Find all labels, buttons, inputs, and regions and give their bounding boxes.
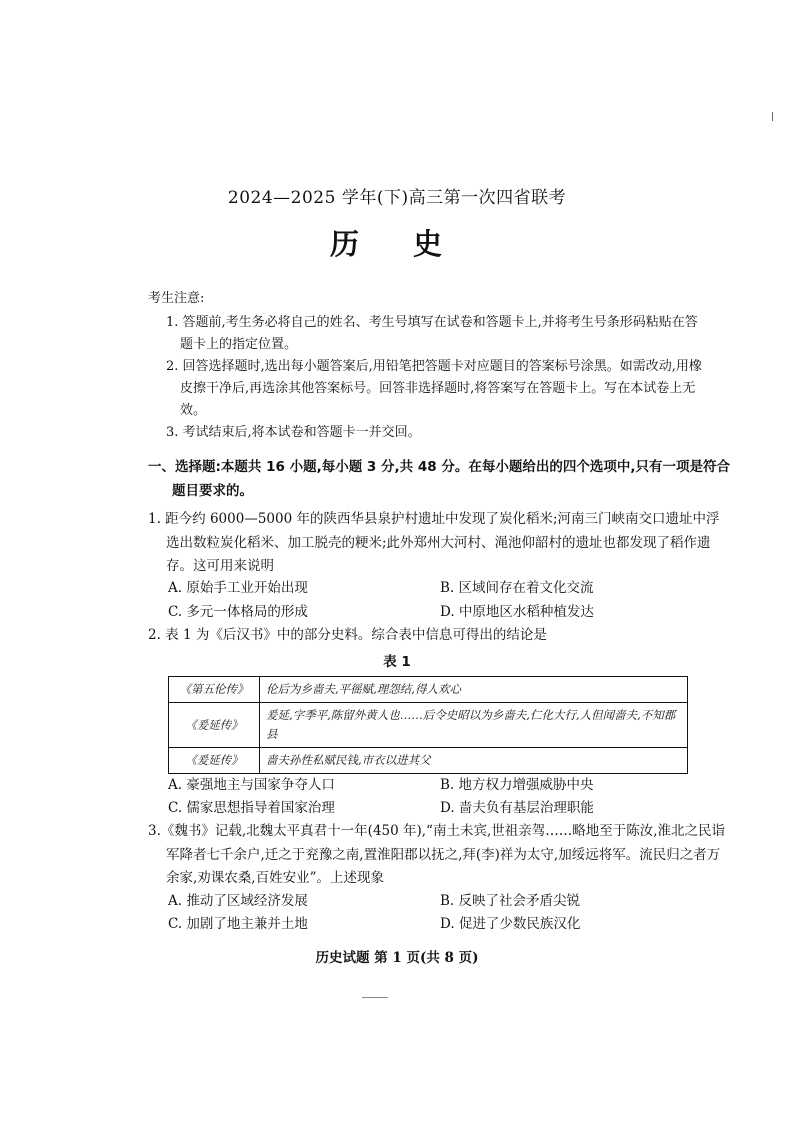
table-row (169, 703, 688, 748)
subject-title: 历 史 (329, 227, 465, 261)
question-3-option-c[interactable]: C. 加剧了地主兼并土地 (168, 916, 308, 932)
question-3-option-d[interactable]: D. 促进了少数民族汉化 (440, 916, 581, 932)
question-2-option-a[interactable]: A. 豪强地主与国家争夺人口 (168, 777, 335, 793)
table-book-cell: 《第五伦传》 (169, 677, 260, 703)
table-book-cell: 《爰延传》 (169, 703, 260, 748)
question-1-option-c[interactable]: C. 多元一体格局的形成 (168, 604, 308, 620)
table-text-cell: 爰延,字季平,陈留外黄人也……后令史昭以为乡啬夫,仁化大行,人但闻啬夫,不知郡县 (260, 703, 688, 748)
table-caption: 表 1 (383, 654, 411, 670)
notice-item: 2. 回答选择题时,选出每小题答案后,用铅笔把答题卡对应题目的答案标号涂黑。如需改动,用橡皮擦干净后,再选涂其他答案标号。回答非选择题时,将答案写在答题卡上。写在本试卷上无效。 (166, 359, 702, 418)
exam-title: 2024—2025 学年(下)高三第一次四省联考 (227, 188, 567, 208)
question-2-option-c[interactable]: C. 儒家思想指导着国家治理 (168, 800, 335, 816)
question-3-stem: 3.《魏书》记载,北魏太平真君十一年(450 年),“南土未宾,世祖亲驾……略地至于陈汝,淮北之民诣军降者七千余户,迁之于兖豫之南,置淮阳郡以抚之,拜(李)祥为太守,加绥远将军。流民归之者万余家,劝课农桑,百姓安业”。上述现象 (148, 823, 726, 886)
question-1-option-b[interactable]: B. 区域间存在着文化交流 (440, 580, 594, 596)
question-2-option-b[interactable]: B. 地方权力增强威胁中央 (440, 777, 594, 793)
question-3-option-a[interactable]: A. 推动了区域经济发展 (168, 893, 308, 909)
question-1-option-a[interactable]: A. 原始手工业开始出现 (168, 580, 308, 596)
scan-mark (362, 997, 388, 998)
section-instruction: 一、选择题:本题共 16 小题,每小题 3 分,共 48 分。在每小题给出的四个选项中,只有一项是符合题目要求的。 (148, 459, 730, 499)
table-text-cell: 啬夫孙性私赋民钱,市衣以进其父 (260, 748, 688, 774)
question-2-option-d[interactable]: D. 啬夫负有基层治理职能 (440, 800, 594, 816)
notice-heading: 考生注意: (148, 291, 205, 306)
notice-item: 1. 答题前,考生务必将自己的姓名、考生号填写在试卷和答题卡上,并将考生号条形码粘贴在答题卡上的指定位置。 (166, 315, 698, 352)
question-1-option-d[interactable]: D. 中原地区水稻种植发达 (440, 604, 594, 620)
question-2-stem: 2. 表 1 为《后汉书》中的部分史料。综合表中信息可得出的结论是 (148, 627, 547, 643)
table-book-cell: 《爰延传》 (169, 748, 260, 774)
exam-notice (148, 287, 708, 444)
table-row (169, 677, 688, 703)
scan-mark (772, 112, 773, 121)
source-table (168, 676, 688, 774)
table-text-cell: 伦后为乡啬夫,平徭赋,理怨结,得人欢心 (260, 677, 688, 703)
notice-item: 3. 考试结束后,将本试卷和答题卡一并交回。 (166, 425, 421, 440)
question-3-option-b[interactable]: B. 反映了社会矛盾尖锐 (440, 893, 581, 909)
table-row (169, 748, 688, 774)
page-footer: 历史试题 第 1 页(共 8 页) (315, 950, 479, 966)
question-1-stem: 1. 距今约 6000—5000 年的陕西华县泉护村遗址中发现了炭化稻米;河南三门峡南交口遗址中浮选出数粒炭化稻米、加工脱壳的粳米;此外郑州大河村、渑池仰韶村的遗址也都发现了稻作遗存。这可用来说明 (148, 511, 720, 574)
